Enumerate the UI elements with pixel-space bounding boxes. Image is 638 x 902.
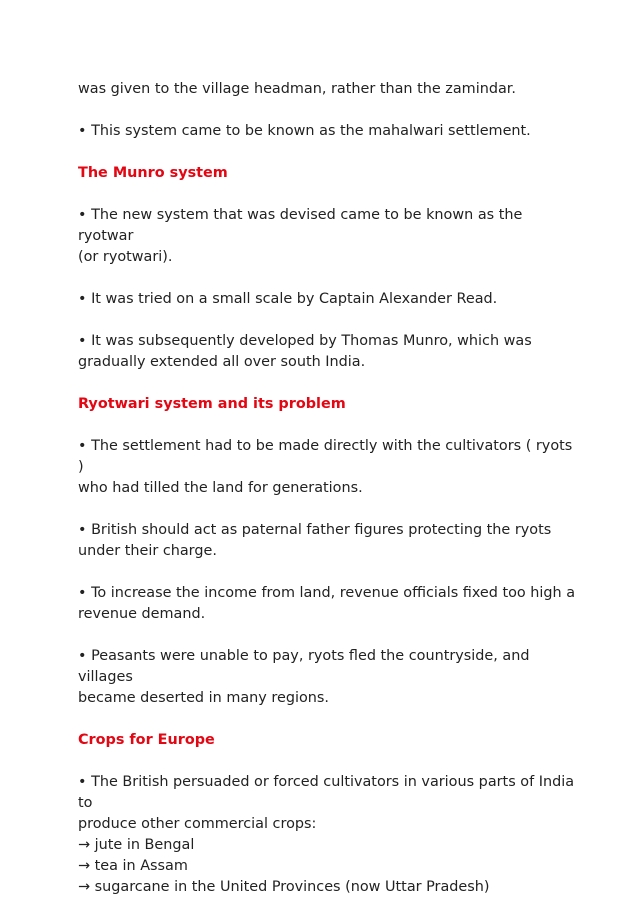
paragraph [78,205,578,268]
section-heading [78,730,578,751]
paragraph [78,436,578,499]
paragraph [78,583,578,625]
text-line: Ryotwari system and its problem [78,396,346,412]
section-heading [78,394,578,415]
text-line: • The new system that was devised came to be known as the ryotwar [78,207,523,244]
text-line: → sugarcane in the United Provinces (now Uttar Pradesh) [78,879,490,895]
text-line: → jute in Bengal [78,837,195,853]
text-line: • British should act as paternal father figures protecting the ryots [78,522,552,538]
paragraph [78,289,578,310]
text-line: (or ryotwari). [78,249,173,265]
text-line: • To increase the income from land, revenue officials fixed too high a [78,585,576,601]
text-line: produce other commercial crops: [78,816,317,832]
paragraph [78,79,578,100]
section-heading [78,163,578,184]
text-line: Crops for Europe [78,732,215,748]
text-line: • The settlement had to be made directly with the cultivators ( ryots ) [78,438,573,475]
text-line: who had tilled the land for generations. [78,480,363,496]
paragraph [78,331,578,373]
text-line: • This system came to be known as the mahalwari settlement. [78,123,531,139]
paragraph [78,646,578,709]
text-line: → tea in Assam [78,858,188,874]
text-line: • It was subsequently developed by Thomas Munro, which was [78,333,532,349]
paragraph [78,772,578,898]
text-line: • The British persuaded or forced cultivators in various parts of India to [78,774,575,811]
paragraph [78,520,578,562]
text-line: • Peasants were unable to pay, ryots fled the countryside, and villages [78,648,530,685]
text-line: became deserted in many regions. [78,690,329,706]
text-line: • It was tried on a small scale by Captain Alexander Read. [78,291,498,307]
text-line: gradually extended all over south India. [78,354,366,370]
text-line: under their charge. [78,543,217,559]
paragraph [78,121,578,142]
text-line: was given to the village headman, rather than the zamindar. [78,81,516,97]
text-line: The Munro system [78,165,228,181]
text-line: revenue demand. [78,606,206,622]
document-page [78,79,578,898]
